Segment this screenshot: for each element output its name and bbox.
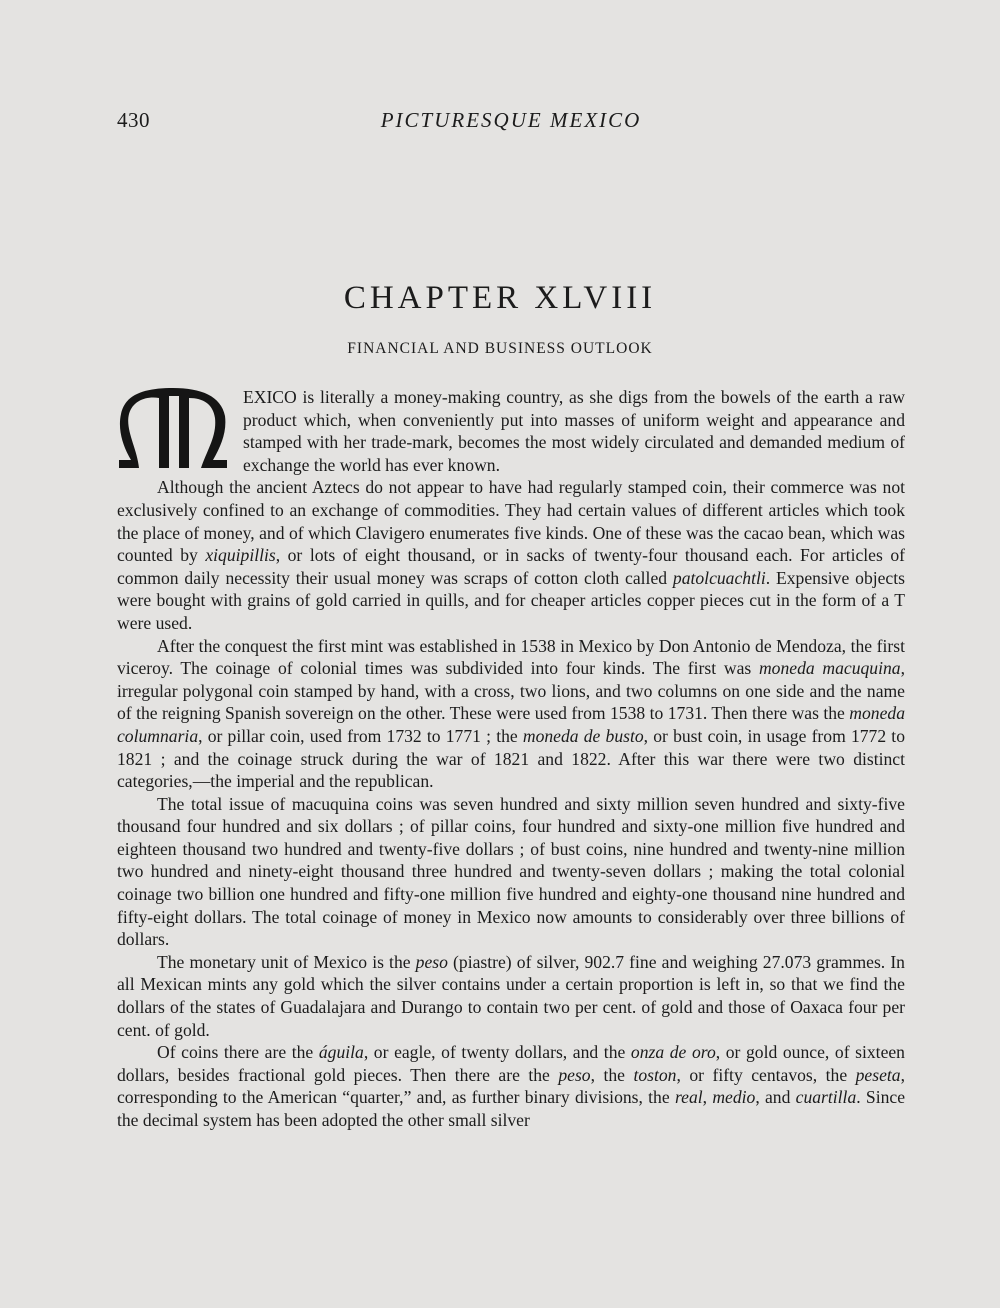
italic-term: real: [674, 1087, 703, 1108]
text-run: , corresponding to the American “quarter,” and, as further binary divisions, the: [117, 1064, 905, 1108]
chapter-title: CHAPTER XLVIII: [343, 280, 657, 316]
text-run: , or bust coin, in usage from 1772 to 1821 ; and the coinage struck during the war of 1821 and 1822. After this war there were two distinct categories,—the imperial and the republican.: [117, 725, 905, 792]
text-run: The monetary unit of Mexico is the: [157, 951, 416, 972]
text-run: , or fifty centavos, the: [676, 1064, 856, 1085]
italic-term: peso: [415, 951, 448, 972]
text-run: , and: [755, 1087, 796, 1108]
chapter-subtitle: FINANCIAL AND BUSINESS OUTLOOK: [347, 340, 653, 357]
paragraph: [117, 386, 905, 476]
italic-term: águila: [318, 1042, 364, 1063]
text-run: , or eagle, of twenty dollars, and the: [363, 1042, 631, 1063]
text-run: , irregular polygonal coin stamped by hand, with a cross, two lions, and two columns on one side and the name of the reigning Spanish sovereign on the other. These were used from 1538 to 1731. Then there was the: [117, 658, 905, 724]
paragraph: [117, 476, 905, 634]
text-run: EXICO is literally a money-making country, as she digs from the bowels of the earth a raw product which, when conveniently put into masses of uniform weight and appearance and stamped with her trade-mark, becomes the most widely circulated and demanded medium of exchange the world has ever known.: [243, 387, 905, 475]
decorative-dropcap-m: [117, 388, 229, 470]
text-run: , or lots of eight thousand, or in sacks of twenty-four thousand each. For articles of common daily necessity their usual money was scraps of cotton cloth called: [117, 545, 905, 588]
text-run: . Since the decimal system has been adopted the other small silver: [117, 1087, 905, 1130]
italic-term: toston: [633, 1064, 677, 1085]
italic-term: xiquipillis: [205, 545, 276, 566]
running-head: [117, 108, 905, 138]
body-text: [117, 386, 905, 1132]
italic-term: onza de oro: [630, 1042, 716, 1063]
italic-term: peso: [558, 1064, 591, 1085]
text-run: (piastre) of silver, 902.7 fine and weighing 27.073 grammes. In all Mexican mints any gold which the silver contains under a certain proportion is left in, so that we find the dollars of the states of Guadalajara and Durango to contain two per cent. of gold and those of Oaxaca four per cent. of gold.: [117, 951, 905, 1040]
paragraph: [117, 951, 905, 1041]
italic-term: peseta: [855, 1064, 901, 1085]
text-run: ,: [702, 1087, 713, 1108]
text-run: . Expensive objects were bought with grains of gold carried in quills, and for cheaper articles copper pieces cut in the form of a T were used.: [117, 567, 905, 633]
italic-term: moneda columnaria: [117, 703, 905, 746]
italic-term: patolcuachtli: [672, 567, 766, 588]
paragraph: [117, 635, 905, 793]
text-run: Of coins there are the: [157, 1042, 319, 1063]
italic-term: moneda macuquina: [758, 658, 901, 679]
paragraph: [117, 793, 905, 951]
text-run: After the conquest the first mint was established in 1538 in Mexico by Don Antonio de Mendoza, the first viceroy. The coinage of colonial times was subdivided into four kinds. The first was: [117, 635, 905, 679]
italic-term: moneda de busto: [522, 725, 644, 746]
text-run: , or pillar coin, used from 1732 to 1771 ; the: [198, 725, 523, 746]
page-number: 430: [117, 108, 150, 132]
text-run: , or gold ounce, of sixteen dollars, besides fractional gold pieces. Then there are the: [117, 1042, 905, 1085]
text-run: The total issue of macuquina coins was seven hundred and sixty million seven hundred and sixty-five thousand four hundred and six dollars ; of pillar coins, four hundred and sixty-one million five hundred and eighteen thousand two hundred and twenty-five dollars ; of bust coins, nine hundred and twenty-nine million two hundred and ninety-eight thousand three hundred and twenty-seven dollars ; making the total colonial coinage two billion one hundred and fifty-one million five hundred and eighty-one thousand nine hundred and fifty-eight dollars. The total coinage of money in Mexico now amounts to considerably over three billions of dollars.: [117, 793, 905, 950]
dropcap-glyph: [117, 388, 229, 470]
paragraph: [117, 1041, 905, 1131]
text-run: Although the ancient Aztecs do not appear to have had regularly stamped coin, their commerce was not exclusively confined to an exchange of commodities. They had certain values of different articles which took the place of money, and of which Clavigero enumerates five kinds. One of these was the cacao bean, which was counted by: [117, 477, 905, 566]
running-title: PICTURESQUE MEXICO: [380, 108, 642, 132]
text-run: , the: [590, 1064, 634, 1085]
italic-term: medio: [712, 1087, 756, 1108]
italic-term: cuartilla: [795, 1087, 857, 1108]
